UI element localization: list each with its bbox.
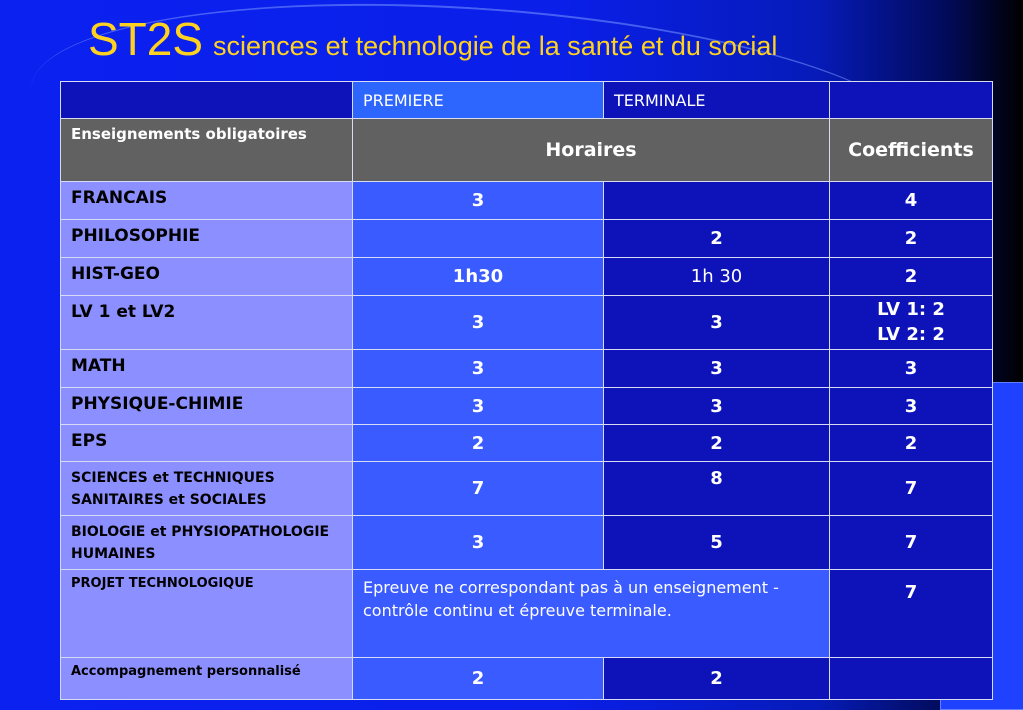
terminale-cell: 3 xyxy=(604,388,830,425)
subheader-enseignements: Enseignements obligatoires xyxy=(61,119,353,182)
terminale-cell: 3 xyxy=(604,296,830,350)
coef-cell: 2 xyxy=(830,425,993,462)
table-row xyxy=(61,388,993,425)
table-row xyxy=(61,570,993,658)
coef-cell: 7 xyxy=(830,570,993,658)
table-row xyxy=(61,296,993,350)
terminale-cell xyxy=(604,182,830,220)
subject-cell: PHILOSOPHIE xyxy=(61,220,353,258)
premiere-cell: 3 xyxy=(353,182,604,220)
subject-cell: LV 1 et LV2 xyxy=(61,296,353,350)
subject-cell: FRANCAIS xyxy=(61,182,353,220)
title-main: ST2S xyxy=(88,13,204,65)
premiere-cell: 1h30 xyxy=(353,258,604,296)
subject-cell: MATH xyxy=(61,350,353,388)
table-row xyxy=(61,462,993,516)
terminale-cell: 2 xyxy=(604,658,830,700)
epreuve-note: Epreuve ne correspondant pas à un enseignement - contrôle continu et épreuve terminale. xyxy=(353,570,830,658)
table-row xyxy=(61,425,993,462)
coef-cell: 2 xyxy=(830,258,993,296)
schedule-table xyxy=(60,81,993,700)
premiere-cell: 3 xyxy=(353,388,604,425)
subject-cell: Accompagnement personnalisé xyxy=(61,658,353,700)
subject-cell: BIOLOGIE et PHYSIOPATHOLOGIE HUMAINES xyxy=(61,516,353,570)
coef-lv1: LV 1: 2 xyxy=(877,299,945,321)
premiere-cell: 3 xyxy=(353,296,604,350)
terminale-cell: 2 xyxy=(604,220,830,258)
coef-cell: 3 xyxy=(830,388,993,425)
coef-cell xyxy=(830,296,993,350)
premiere-cell: 3 xyxy=(353,350,604,388)
coef-cell: 4 xyxy=(830,182,993,220)
subject-cell: SCIENCES et TECHNIQUES SANITAIRES et SOCIALES xyxy=(61,462,353,516)
table-row xyxy=(61,182,993,220)
title-subtitle: sciences et technologie de la santé et du social xyxy=(213,31,778,61)
table-row xyxy=(61,516,993,570)
premiere-cell xyxy=(353,220,604,258)
terminale-cell: 8 xyxy=(604,462,830,516)
coef-cell: 7 xyxy=(830,516,993,570)
subheader-horaires: Horaires xyxy=(353,119,830,182)
subheader-coefficients: Coefficients xyxy=(830,119,993,182)
subject-cell: PROJET TECHNOLOGIQUE xyxy=(61,570,353,658)
coef-cell: 2 xyxy=(830,220,993,258)
header-empty-cell xyxy=(830,82,993,119)
header-terminale: TERMINALE xyxy=(604,82,830,119)
coef-cell: 3 xyxy=(830,350,993,388)
premiere-cell: 7 xyxy=(353,462,604,516)
coef-lv2: LV 2: 2 xyxy=(877,323,945,345)
subject-cell: PHYSIQUE-CHIMIE xyxy=(61,388,353,425)
premiere-cell: 3 xyxy=(353,516,604,570)
table-row xyxy=(61,220,993,258)
table-row xyxy=(61,658,993,700)
table-row xyxy=(61,258,993,296)
header-empty-cell xyxy=(61,82,353,119)
terminale-cell: 1h 30 xyxy=(604,258,830,296)
terminale-cell: 3 xyxy=(604,350,830,388)
subject-cell: EPS xyxy=(61,425,353,462)
table-header-row xyxy=(61,82,993,119)
terminale-cell: 2 xyxy=(604,425,830,462)
table-subheader-row xyxy=(61,119,993,182)
premiere-cell: 2 xyxy=(353,425,604,462)
terminale-cell: 5 xyxy=(604,516,830,570)
premiere-cell: 2 xyxy=(353,658,604,700)
coef-cell: 7 xyxy=(830,462,993,516)
subject-cell: HIST-GEO xyxy=(61,258,353,296)
table-row xyxy=(61,350,993,388)
header-premiere: PREMIERE xyxy=(353,82,604,119)
page-title xyxy=(88,12,777,66)
coef-cell xyxy=(830,658,993,700)
